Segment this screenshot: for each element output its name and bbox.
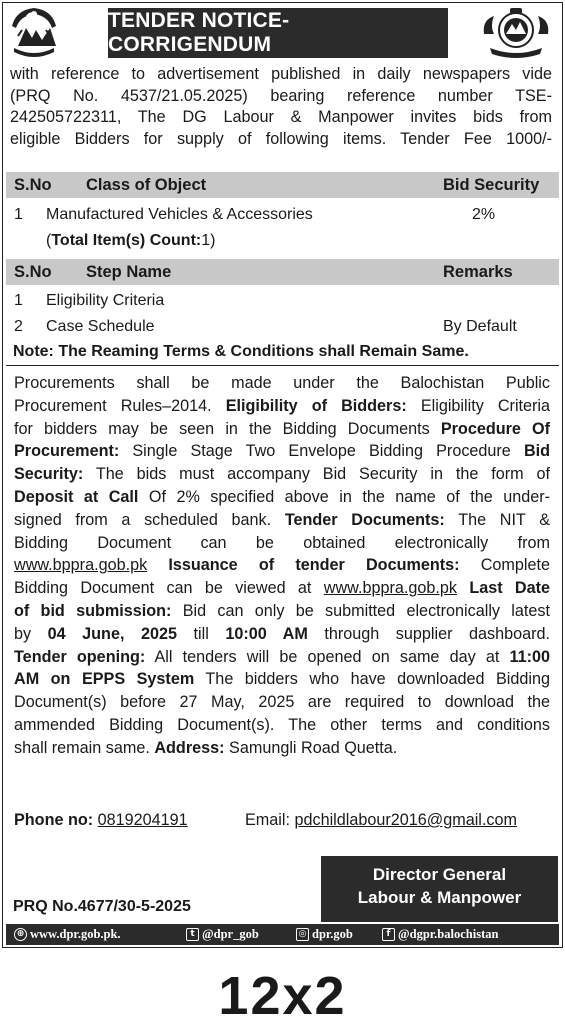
col-class-of-object: Class of Object bbox=[86, 176, 207, 194]
body-line: Tender opening: All tenders will be opened on same day at 11:00 bbox=[14, 647, 550, 666]
bppra-link[interactable]: www.bppra.gob.pk bbox=[14, 556, 148, 575]
balochistan-emblem-logo bbox=[6, 6, 62, 60]
body-line: Security: The bids must accompany Bid Security in the form of bbox=[14, 465, 550, 484]
email-label: Email: bbox=[245, 811, 290, 829]
row-step: Eligibility Criteria bbox=[46, 292, 165, 309]
row-security: 2% bbox=[472, 206, 496, 223]
steps-table-header bbox=[6, 259, 559, 285]
row-remarks: By Default bbox=[443, 318, 517, 335]
footer-website[interactable]: ⊕ www.dpr.gob.pk. bbox=[14, 927, 121, 942]
body-line: by 04 June, 2025 till 10:00 AM through supplier dashboard. bbox=[14, 624, 551, 643]
tender-body bbox=[6, 365, 559, 857]
body-line: ammended Bidding Document(s). The other terms and conditions bbox=[14, 715, 550, 734]
labour-department-logo bbox=[480, 6, 552, 60]
phone-number[interactable]: 0819204191 bbox=[97, 811, 188, 829]
body-line: Deposit at Call Of 2% specified above in the name of the under- bbox=[14, 487, 551, 506]
globe-icon: ⊕ bbox=[14, 928, 27, 941]
phone-label: Phone no: bbox=[14, 811, 94, 829]
intro-line: eligible Bidders for supply of following items. Tender Fee 1000/- bbox=[10, 129, 552, 148]
body-line: for bidders may be seen in the Bidding Documents Procedure Of bbox=[14, 419, 551, 438]
instagram-icon: ◎ bbox=[296, 928, 309, 941]
row-sno: 1 bbox=[14, 206, 23, 223]
prq-number: PRQ No.4677/30-5-2025 bbox=[13, 898, 191, 915]
twitter-icon: t bbox=[186, 928, 199, 941]
body-line: AM on EPPS System The bidders who have downloaded Bidding bbox=[14, 670, 550, 689]
row-sno: 1 bbox=[14, 292, 23, 309]
email-link[interactable]: pdchildlabour2016@gmail.com bbox=[294, 811, 517, 829]
intro-line: (PRQ No. 4537/21.05.2025) bearing reference number TSE- bbox=[10, 86, 552, 105]
body-line: www.bppra.gob.pk Issuance of tender Documents: Complete bbox=[14, 556, 551, 575]
row-sno: 2 bbox=[14, 318, 23, 335]
body-line: shall remain same. Address: Samungli Road Quetta. bbox=[14, 738, 398, 757]
body-line: Bidding Document can be obtained electronically from bbox=[14, 533, 550, 552]
footer-facebook[interactable]: f @dgpr.balochistan bbox=[382, 927, 498, 942]
row-step: Case Schedule bbox=[46, 318, 155, 335]
intro-line: 242505722311, The DG Labour & Manpower invites bids from bbox=[10, 108, 552, 126]
signature-box bbox=[321, 856, 558, 922]
col-sno: S.No bbox=[14, 263, 52, 281]
body-line: Procurements shall be made under the Balochistan Public bbox=[14, 374, 550, 392]
note-text: Note: The Reaming Terms & Conditions shall Remain Same. bbox=[13, 343, 469, 360]
col-bid-security: Bid Security bbox=[443, 176, 540, 194]
intro-line: with reference to advertisement published in daily newspapers vide bbox=[10, 65, 552, 83]
signature-department: Labour & Manpower bbox=[357, 888, 522, 907]
facebook-icon: f bbox=[382, 928, 395, 941]
body-line: of bid submission: Bid can only be submitted electronically latest bbox=[14, 601, 550, 620]
contact-line bbox=[14, 811, 552, 830]
intro-paragraph bbox=[10, 64, 552, 150]
items-table-header bbox=[6, 172, 559, 198]
row-object: Manufactured Vehicles & Accessories bbox=[46, 206, 313, 223]
footer-bar bbox=[6, 924, 559, 945]
body-line: signed from a scheduled bank. Tender Documents: The NIT & bbox=[14, 510, 550, 529]
item-count: (Total Item(s) Count:1) bbox=[46, 232, 216, 249]
body-line: Bidding Document can be viewed at www.bppra.gob.pk Last Date bbox=[14, 579, 551, 598]
email-block bbox=[245, 811, 517, 830]
body-line: Document(s) before 27 May, 2025 are required to download the bbox=[14, 693, 550, 712]
ad-size-label: 12x2 bbox=[218, 966, 347, 1024]
body-line: Procurement Rules–2014. Eligibility of Bidders: Eligibility Criteria bbox=[14, 396, 551, 415]
notice-title: TENDER NOTICE-CORRIGENDUM bbox=[108, 8, 448, 58]
bppra-link[interactable]: www.bppra.gob.pk bbox=[323, 579, 457, 598]
col-sno: S.No bbox=[14, 176, 52, 194]
footer-instagram[interactable]: ◎ dpr.gob bbox=[296, 927, 353, 942]
col-remarks: Remarks bbox=[443, 263, 513, 281]
footer-twitter[interactable]: t @dpr_gob bbox=[186, 927, 259, 942]
col-step-name: Step Name bbox=[86, 263, 172, 281]
body-line: Procurement: Single Stage Two Envelope Bidding Procedure Bid bbox=[14, 442, 551, 461]
signature-title: Director General bbox=[372, 865, 507, 884]
